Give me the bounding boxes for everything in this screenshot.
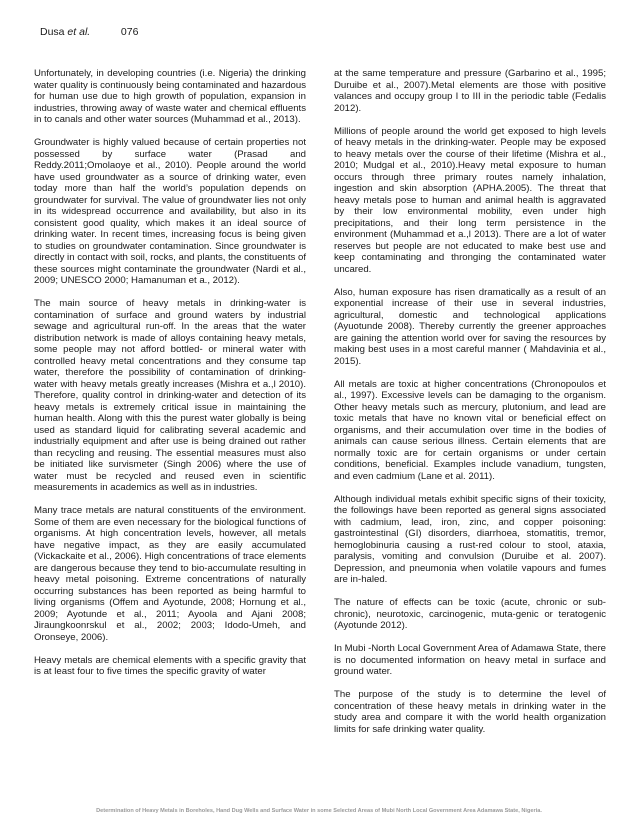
paragraph: at the same temperature and pressure (Garbarino et al., 1995; Duruibe et al., 2007).Metal elements are those with positive valances and occupy group I to III in the periodic table (Fedalis 2012). [334, 68, 606, 114]
left-column [34, 68, 306, 689]
right-column [334, 68, 606, 747]
page-number: 076 [120, 26, 139, 38]
paragraph: The nature of effects can be toxic (acute, chronic or sub-chronic), neurotoxic, carcinogenic, muta-genic or teratogenic (Ayotunde 2012). [334, 597, 606, 631]
paragraph: Many trace metals are natural constituents of the environment. Some of them are even necessary for the biological functions of organisms. At high concentration levels, however, all metals have negative impact, as they are easily accumulated (Vickackaite et al., 2006). High concentrations of trace elements are dangerous because they tend to bio-accumulate resulting in heavy metal poisoning. Extreme concentrations of naturally occurring substances has been reported as being harmful to living organisms (Offem and Ayotunde, 2008; Hornung et al., 2009; Ayotunde et al., 2011; Ayoola and Ajani 2008; Jiraungkoonrskul et al., 2002; 2003; Idodo-Umeh, and Oronseye, 2006). [34, 505, 306, 643]
page-footer: Determination of Heavy Metals in Boreholes, Hand Dug Wells and Surface Water in some Selected Areas of Mubi North Local Government Area Adamawa State, Nigeria. [96, 808, 542, 814]
paragraph: Heavy metals are chemical elements with a specific gravity that is at least four to five times the specific gravity of water [34, 654, 306, 677]
paragraph: Millions of people around the world get exposed to high levels of heavy metals in the drinking-water. People may be exposed to heavy metals over the course of their lifetime (Mishra et al., 2010; Mudgal et al., 2010).Heavy metal exposure to human occurs through three primary routes namely inhalation, ingestion and skin absorption (APHA.2005). The threat that heavy metals pose to human and animal health is aggravated by their low environmental mobility, even under high precipitations, and their long term persistence in the environment (Muhammad et a.,l 2013). There are a lot of water reserves but people are not educated to make best use and keep contaminating and thronging the contaminated water uncared. [334, 125, 606, 275]
paragraph: The purpose of the study is to determine the level of concentration of these heavy metals in drinking water in the study area and compare it with the world health organization limits for safe drinking water quality. [334, 689, 606, 735]
paragraph: Groundwater is highly valued because of certain properties not possessed by surface water (Prasad and Reddy.2011;Omolaoye et al., 2010). People around the world have used groundwater as a source of drinking water, even today more than half the world’s population depends on groundwater for survival. The value of groundwater lies not only in its widespread occurrence and availability, but also in its consistent good quality, which makes it an ideal source of drinking water. In recent times, increasing focus is being given to studies on groundwater contamination. Since groundwater is directly in contact with soil, rocks, and plants, the constituents of these sources might contaminate the groundwater (Nardi et al., 2009; UNESCO 2000; Hamanuman et a., 2012). [34, 137, 306, 286]
paragraph: Although individual metals exhibit specific signs of their toxicity, the followings have been reported as general signs associated with cadmium, lead, iron, zinc, and copper poisoning: gastrointestinal (GI) disorders, diarrhoea, stomatitis, tremor, hemoglobinuria causing a rust-red colour to stool, ataxia, paralysis, vomiting and convulsion (Duruibe et al. 2007). Depression, and pneumonia when volatile vapours and fumes are in-haled. [334, 493, 606, 585]
paragraph: In Mubi -North Local Government Area of Adamawa State, there is no documented information on heavy metal in surface and ground water. [334, 643, 606, 677]
paragraph: The main source of heavy metals in drinking-water is contamination of surface and ground waters by industrial sewage and agricultural run-off. In the areas that the water distribution network is made of alloys containing heavy metals, some people may not afford bottled- or mineral water with controlled heavy metal concentrations and they consume tap water, therefore the possibility of contamination of drinking-water with heavy metals greatly increases (Mishra et a.,l 2010). Therefore, quality control in drinking-water and detection of its heavy metals is extremely critical issue in maintaining the human health. Along with this the purest water globally is being used as standard liquid for calibrating several academic and industrially equipment and after use is being drained out rather than recycling and reusing. The essential measures must also be initiated like survismeter (Singh 2006) where the use of water must be recycled and reused even in scientific measurements in academics as well as in industries. [34, 298, 306, 493]
paragraph: Unfortunately, in developing countries (i.e. Nigeria) the drinking water quality is continuously being contaminated and hazardous for human use due to high growth of population, expansion in industries, throwing away of waste water and chemical effluents in to canals and other water sources (Muhammad et al., 2013). [34, 68, 306, 125]
paragraph: All metals are toxic at higher concentrations (Chronopoulos et al., 1997). Excessive levels can be damaging to the organism. Other heavy metals such as mercury, plutonium, and lead are toxic metals that have no known vital or beneficial effect on organisms, and their accumulation over time in the bodies of animals can cause serious illness. Certain elements that are normally toxic are for certain organisms or under certain conditions, beneficial. Examples include vanadium, tungsten, and even cadmium (Lane et al. 2011). [334, 378, 606, 482]
page-header [40, 26, 138, 38]
paragraph: Also, human exposure has risen dramatically as a result of an exponential increase of their use in several industries, agricultural, domestic and technological applications (Ayuotunde 2008). Thereby currently the greener approaches are gaining the attention world over for saving the resources by making best uses in a most careful manner ( Mahdavinia et al., 2015). [334, 286, 606, 367]
running-author: Dusa et al. [40, 26, 91, 38]
